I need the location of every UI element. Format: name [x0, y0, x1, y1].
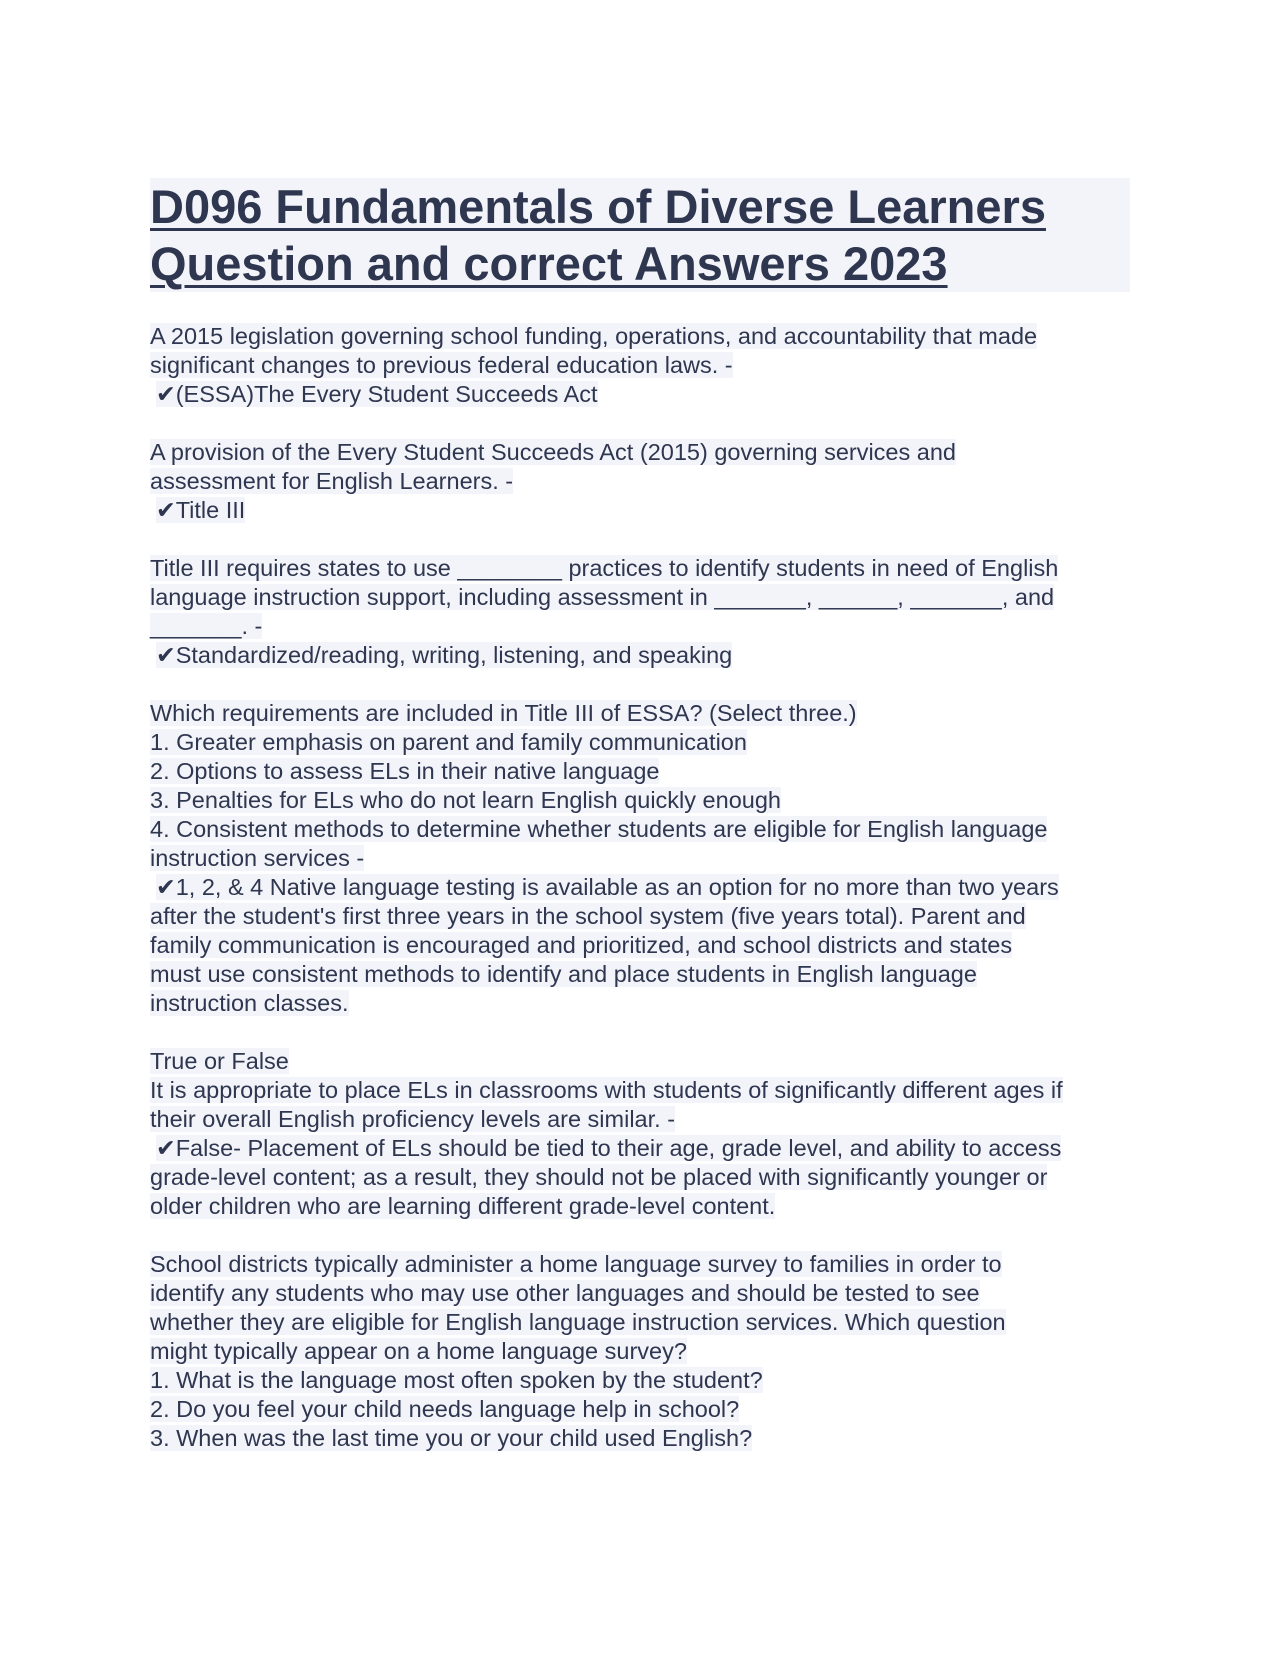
question-text: 3. Penalties for ELs who do not learn English quickly enough	[150, 787, 781, 813]
question-line	[150, 1076, 1130, 1105]
question-text: significant changes to previous federal education laws. -	[150, 352, 733, 378]
question-text: True or False	[150, 1048, 289, 1074]
question-text: _______. -	[150, 613, 263, 639]
question-text: 2. Options to assess ELs in their native language	[150, 758, 660, 784]
question-line	[150, 1395, 1130, 1424]
answer-line	[150, 873, 1130, 902]
title-line-1: D096 Fundamentals of Diverse Learners	[150, 180, 1046, 233]
question-line	[150, 1308, 1130, 1337]
question-line	[150, 467, 1130, 496]
question-text: whether they are eligible for English language instruction services. Which question	[150, 1309, 1006, 1335]
answer-line	[150, 1192, 1130, 1221]
answer-text: instruction classes.	[150, 990, 349, 1016]
title-line-2: Question and correct Answers 2023	[150, 237, 948, 290]
question-text: 3. When was the last time you or your child used English?	[150, 1425, 753, 1451]
answer-line	[150, 1163, 1130, 1192]
question-line	[150, 1424, 1130, 1453]
question-line	[150, 583, 1130, 612]
question-line	[150, 351, 1130, 380]
qa-item	[150, 1250, 1130, 1453]
question-text: A 2015 legislation governing school funding, operations, and accountability that made	[150, 323, 1038, 349]
answer-line	[150, 902, 1130, 931]
question-text: instruction services -	[150, 845, 365, 871]
qa-item	[150, 554, 1130, 670]
answer-text: grade-level content; as a result, they should not be placed with significantly younger or	[150, 1164, 1048, 1190]
qa-item	[150, 1047, 1130, 1221]
answer-line	[150, 496, 1130, 525]
question-text: A provision of the Every Student Succeeds Act (2015) governing services and	[150, 439, 956, 465]
question-text: identify any students who may use other languages and should be tested to see	[150, 1280, 980, 1306]
question-line	[150, 322, 1130, 351]
question-line	[150, 757, 1130, 786]
question-text: It is appropriate to place ELs in classrooms with students of significantly different ages if	[150, 1077, 1063, 1103]
question-line	[150, 1366, 1130, 1395]
question-line	[150, 728, 1130, 757]
question-text: School districts typically administer a home language survey to families in order to	[150, 1251, 1002, 1277]
question-text: assessment for English Learners. -	[150, 468, 514, 494]
answer-text: ✔False- Placement of ELs should be tied to their age, grade level, and ability to access	[156, 1135, 1062, 1161]
answer-text: ✔Title III	[156, 497, 246, 523]
answer-text: older children who are learning different grade-level content.	[150, 1193, 776, 1219]
question-line	[150, 1279, 1130, 1308]
question-text: 1. Greater emphasis on parent and family communication	[150, 729, 747, 755]
question-line	[150, 438, 1130, 467]
answer-text: ✔Standardized/reading, writing, listening, and speaking	[156, 642, 733, 668]
answer-text: ✔1, 2, & 4 Native language testing is available as an option for no more than two years	[156, 874, 1059, 900]
answer-line	[150, 931, 1130, 960]
question-line	[150, 1047, 1130, 1076]
question-text: 4. Consistent methods to determine whether students are eligible for English language	[150, 816, 1048, 842]
answer-text: must use consistent methods to identify and place students in English language	[150, 961, 977, 987]
question-line	[150, 1337, 1130, 1366]
answer-text: after the student's first three years in the school system (five years total). Parent and	[150, 903, 1026, 929]
question-text: might typically appear on a home language survey?	[150, 1338, 687, 1364]
qa-item	[150, 438, 1130, 525]
answer-line	[150, 1134, 1130, 1163]
question-line	[150, 815, 1130, 844]
question-text: Title III requires states to use ________ practices to identify students in need of English	[150, 555, 1059, 581]
answer-line	[150, 641, 1130, 670]
answer-text: family communication is encouraged and prioritized, and school districts and states	[150, 932, 1013, 958]
question-text: their overall English proficiency levels are similar. -	[150, 1106, 676, 1132]
question-line	[150, 786, 1130, 815]
question-line	[150, 1250, 1130, 1279]
question-text: 2. Do you feel your child needs language help in school?	[150, 1396, 740, 1422]
question-text: Which requirements are included in Title III of ESSA? (Select three.)	[150, 700, 857, 726]
answer-text: ✔(ESSA)The Every Student Succeeds Act	[156, 381, 598, 407]
question-line	[150, 1105, 1130, 1134]
qa-item	[150, 699, 1130, 1018]
answer-line	[150, 960, 1130, 989]
question-line	[150, 554, 1130, 583]
question-line	[150, 844, 1130, 873]
qa-item	[150, 322, 1130, 409]
question-line	[150, 612, 1130, 641]
question-line	[150, 699, 1130, 728]
document-title	[150, 178, 1130, 292]
question-text: 1. What is the language most often spoken by the student?	[150, 1367, 763, 1393]
document-page	[150, 178, 1130, 1482]
answer-line	[150, 380, 1130, 409]
answer-line	[150, 989, 1130, 1018]
question-text: language instruction support, including assessment in _______, ______, _______, and	[150, 584, 1055, 610]
question-answer-list	[150, 322, 1130, 1453]
